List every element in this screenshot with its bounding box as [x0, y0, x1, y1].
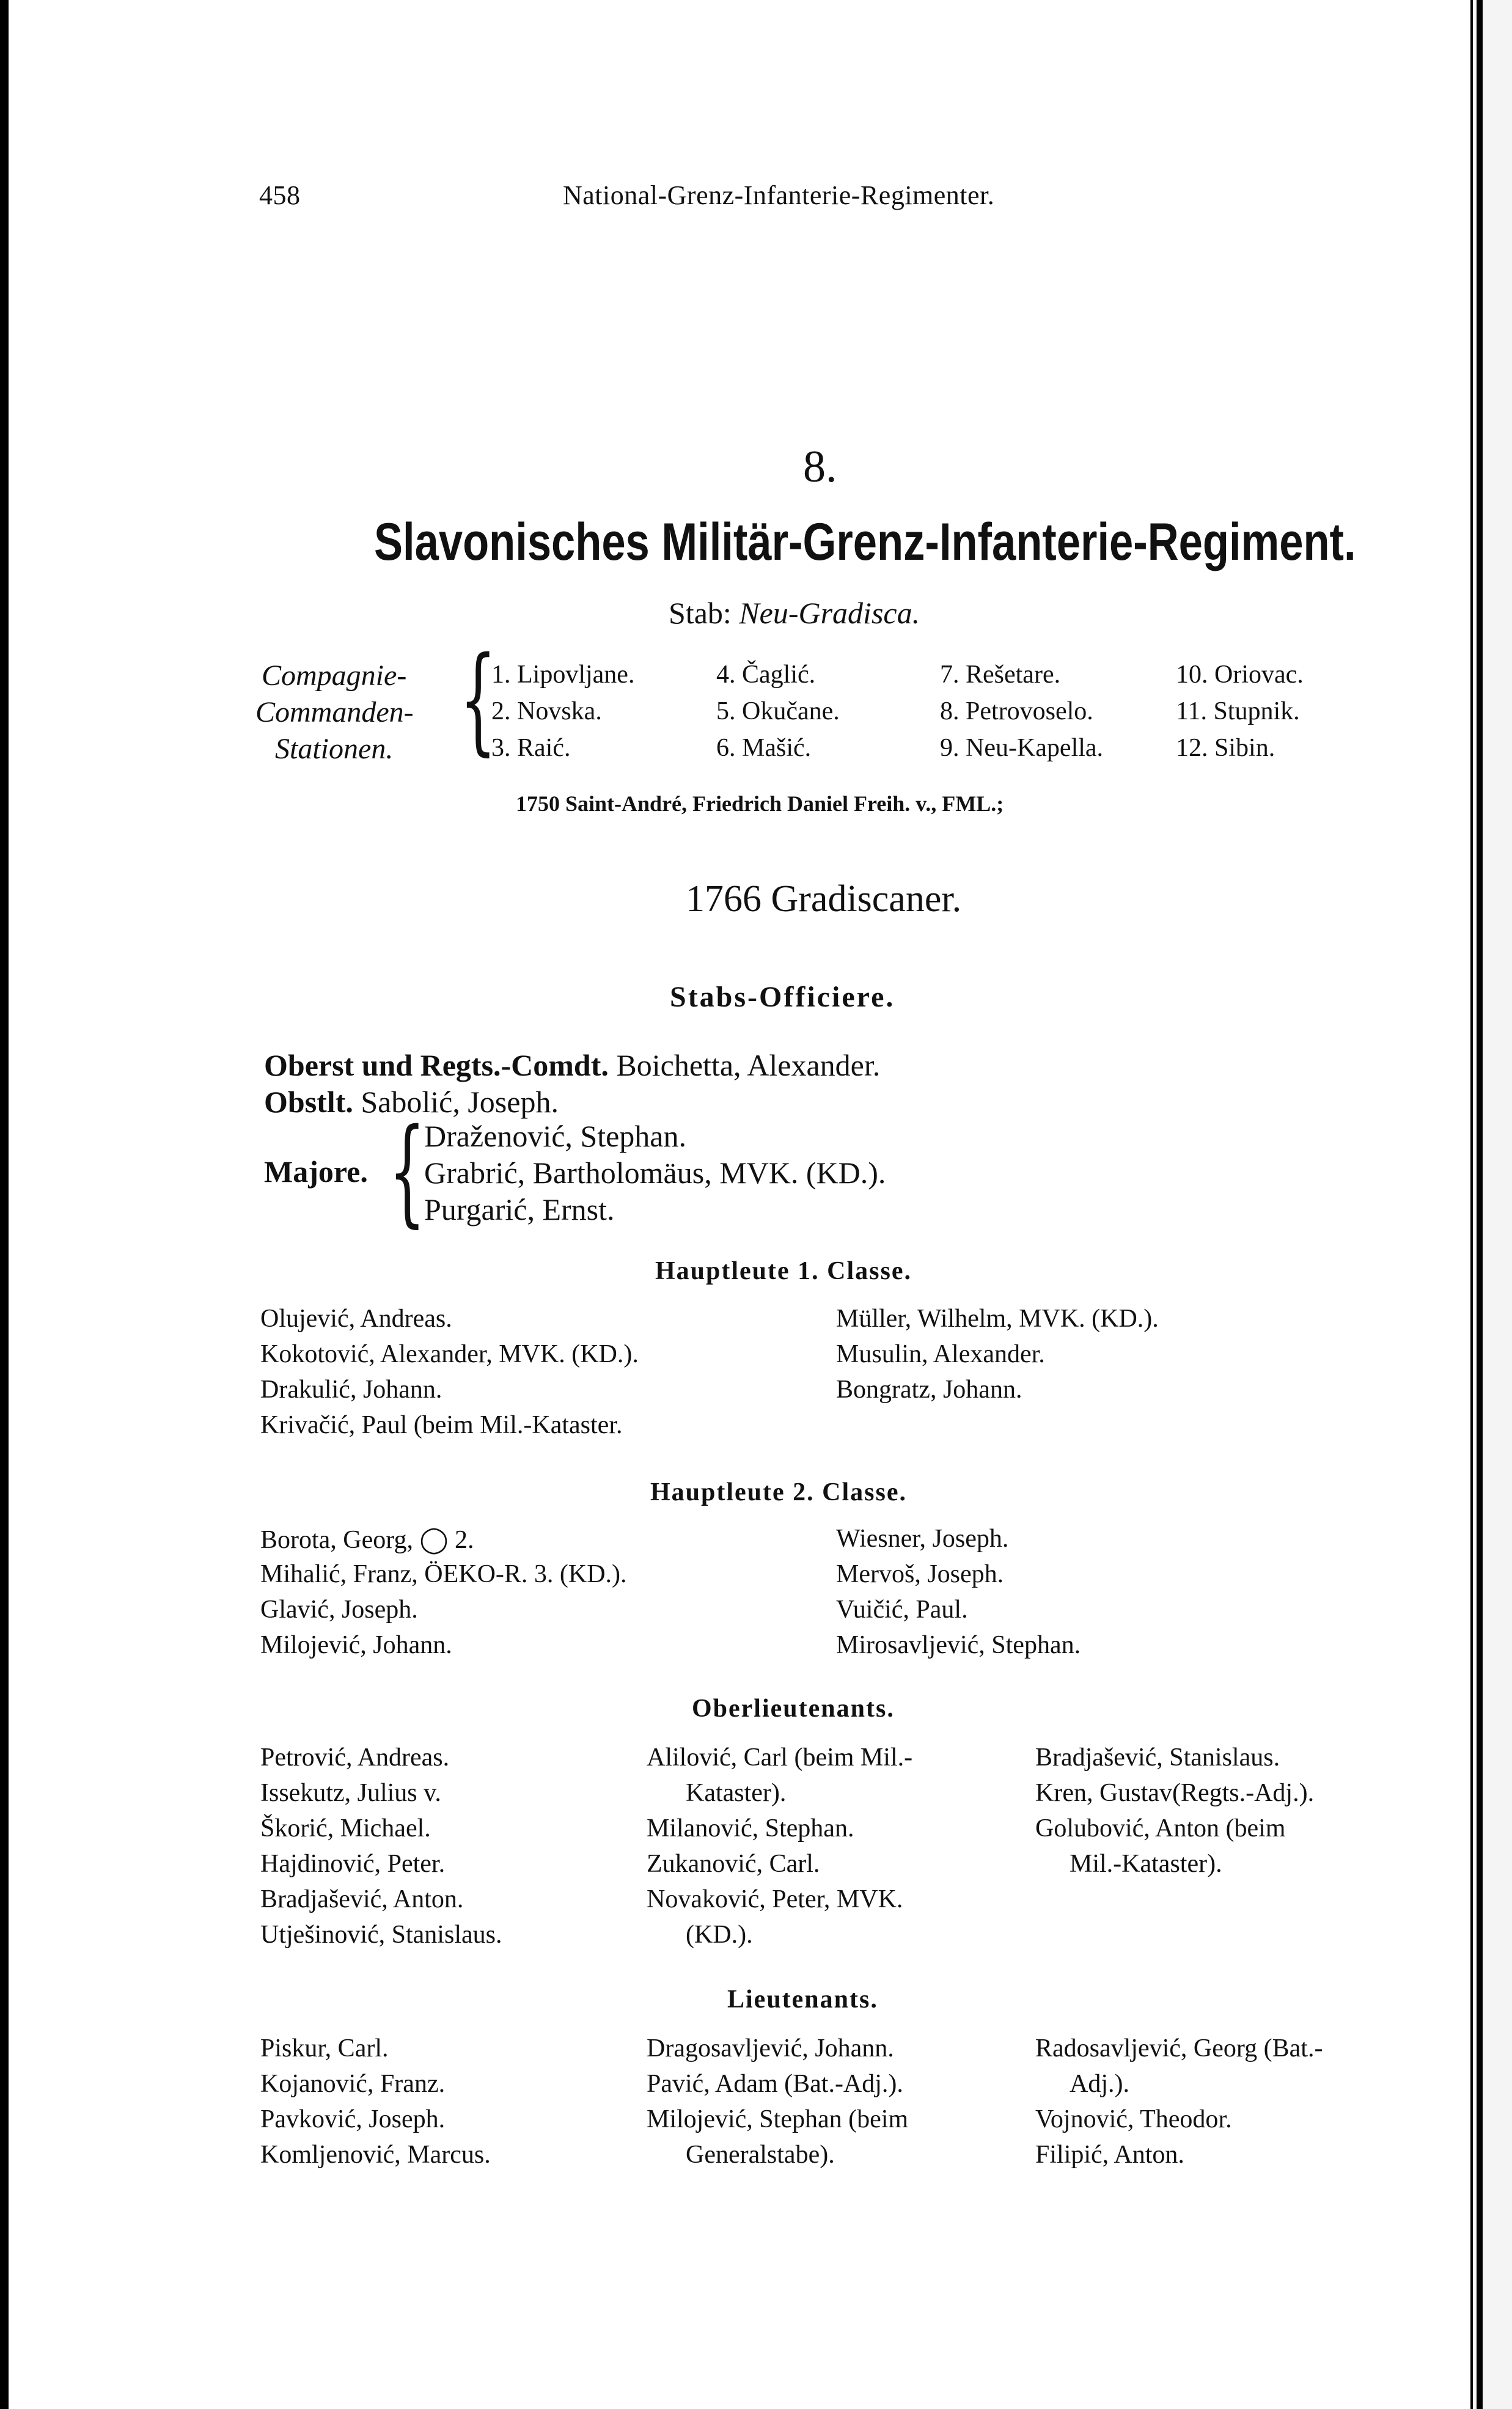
hauptmann-1-left-3: Drakulić, Johann. — [260, 1376, 442, 1404]
station-8: 8. Petrovoselo. — [940, 697, 1093, 725]
hauptleute-2-heading: Hauptleute 2. Classe. — [650, 1478, 907, 1506]
oberlt-col2-1: Alilović, Carl (beim Mil.- — [647, 1744, 913, 1772]
lt-col3-1: Radosavljević, Georg (Bat.- — [1035, 2034, 1323, 2062]
lt-col2-3: Milojević, Stephan (beim — [647, 2105, 909, 2133]
adjacent-page-edge — [1473, 0, 1512, 2409]
oberlt-col1-6: Utješinović, Stanislaus. — [260, 1921, 502, 1949]
oberlt-col2-6: (KD.). — [686, 1921, 753, 1949]
oberlt-col1-1: Petrović, Andreas. — [260, 1744, 450, 1772]
hauptmann-1-right-3: Bongratz, Johann. — [836, 1376, 1022, 1404]
major-3: Purgarić, Ernst. — [424, 1192, 615, 1226]
lt-col1-4: Komljenović, Marcus. — [260, 2141, 491, 2169]
station-2: 2. Novska. — [491, 697, 602, 725]
station-5: 5. Okučane. — [716, 697, 840, 725]
oberlt-col1-5: Bradjašević, Anton. — [260, 1885, 464, 1913]
majore-brace-icon: { — [389, 1104, 426, 1239]
oberlt-col2-2: Kataster). — [686, 1779, 787, 1807]
hauptmann-1-left-2: Kokotović, Alexander, MVK. (KD.). — [260, 1340, 639, 1368]
major-1: Draženović, Stephan. — [424, 1119, 687, 1153]
stab-line — [669, 595, 920, 631]
regiment-title: Slavonisches Militär-Grenz-Infanterie-Regiment. — [374, 513, 1356, 571]
station-11: 11. Stupnik. — [1176, 697, 1300, 725]
lt-col1-1: Piskur, Carl. — [260, 2034, 389, 2062]
hauptmann-2-right-1: Wiesner, Joseph. — [836, 1525, 1009, 1553]
station-4: 4. Čaglić. — [716, 661, 816, 689]
station-3: 3. Raić. — [491, 734, 571, 762]
hauptmann-1-left-1: Olujević, Andreas. — [260, 1305, 452, 1333]
hauptmann-2-left-3: Glavić, Joseph. — [260, 1596, 418, 1624]
inhaber-line: 1750 Saint-André, Friedrich Daniel Freih. v., FML.; — [516, 791, 1004, 816]
oberlieutenants-heading: Oberlieutenants. — [692, 1695, 895, 1723]
hauptmann-1-right-2: Musulin, Alexander. — [836, 1340, 1045, 1368]
oberst-row — [264, 1047, 880, 1083]
oberlt-col3-3: Golubović, Anton (beim — [1035, 1814, 1286, 1843]
stab-place: Neu-Gradisca. — [739, 596, 920, 630]
stab-label: Stab: — [669, 596, 732, 630]
lt-col3-3: Vojnović, Theodor. — [1035, 2105, 1232, 2133]
running-title: National-Grenz-Infanterie-Regimenter. — [563, 180, 995, 210]
oberlt-col3-1: Bradjašević, Stanislaus. — [1035, 1744, 1280, 1772]
document-page — [9, 0, 1470, 2409]
oberst-rank: Oberst und Regts.-Comdt. — [264, 1048, 609, 1082]
stations-label-3: Stationen. — [275, 733, 394, 765]
oberlt-col3-4: Mil.-Kataster). — [1070, 1850, 1222, 1878]
obstlt-rank: Obstlt. — [264, 1085, 353, 1119]
hauptmann-2-right-3: Vuičić, Paul. — [836, 1596, 968, 1624]
lt-col3-4: Filipić, Anton. — [1035, 2141, 1184, 2169]
major-2: Grabrić, Bartholomäus, MVK. (KD.). — [424, 1156, 886, 1190]
oberlt-col1-2: Issekutz, Julius v. — [260, 1779, 441, 1807]
page-number: 458 — [259, 180, 301, 210]
hauptmann-2-right-4: Mirosavljević, Stephan. — [836, 1631, 1081, 1659]
hauptmann-2-left-4: Milojević, Johann. — [260, 1631, 452, 1659]
stations-brace-icon: { — [460, 632, 497, 767]
lt-col3-2: Adj.). — [1070, 2070, 1129, 2098]
oberlt-col2-4: Zukanović, Carl. — [647, 1850, 820, 1878]
hauptmann-2-left-2: Mihalić, Franz, ÖEKO-R. 3. (KD.). — [260, 1560, 627, 1588]
lt-col1-2: Kojanović, Franz. — [260, 2070, 446, 2098]
stations-label-1: Compagnie- — [262, 659, 407, 692]
hauptleute-1-heading: Hauptleute 1. Classe. — [655, 1257, 912, 1285]
hauptmann-1-right-1: Müller, Wilhelm, MVK. (KD.). — [836, 1305, 1159, 1333]
oberlt-col2-5: Novaković, Peter, MVK. — [647, 1885, 903, 1913]
regiment-name-line: 1766 Gradiscaner. — [686, 878, 962, 920]
majore-rank: Majore. — [264, 1154, 368, 1189]
regiment-number: 8. — [803, 442, 837, 492]
station-6: 6. Mašić. — [716, 734, 812, 762]
hauptmann-1-left-4: Krivačić, Paul (beim Mil.-Kataster. — [260, 1411, 623, 1439]
station-12: 12. Sibin. — [1176, 734, 1275, 762]
hauptmann-2-right-2: Mervoš, Joseph. — [836, 1560, 1004, 1588]
stations-label-2: Commanden- — [255, 696, 414, 728]
lt-col2-1: Dragosavljević, Johann. — [647, 2034, 894, 2062]
obstlt-name: Sabolić, Joseph. — [361, 1085, 559, 1119]
hauptmann-2-left-1: Borota, Georg, ◯ 2. — [260, 1526, 474, 1554]
station-7: 7. Rešetare. — [940, 661, 1061, 689]
station-10: 10. Oriovac. — [1176, 661, 1304, 689]
station-1: 1. Lipovljane. — [491, 661, 635, 689]
oberst-name: Boichetta, Alexander. — [616, 1048, 881, 1082]
lt-col1-3: Pavković, Joseph. — [260, 2105, 446, 2133]
lt-col2-2: Pavić, Adam (Bat.-Adj.). — [647, 2070, 903, 2098]
page-edge-shadow — [1477, 0, 1483, 2409]
station-9: 9. Neu-Kapella. — [940, 734, 1104, 762]
oberlt-col1-3: Škorić, Michael. — [260, 1814, 431, 1843]
lt-col2-4: Generalstabe). — [686, 2141, 835, 2169]
oberlt-col2-3: Milanović, Stephan. — [647, 1814, 854, 1843]
lieutenants-heading: Lieutenants. — [727, 1986, 878, 2014]
oberlt-col1-4: Hajdinović, Peter. — [260, 1850, 446, 1878]
oberlt-col3-2: Kren, Gustav(Regts.-Adj.). — [1035, 1779, 1315, 1807]
stabs-officiere-heading: Stabs-Officiere. — [670, 981, 895, 1013]
